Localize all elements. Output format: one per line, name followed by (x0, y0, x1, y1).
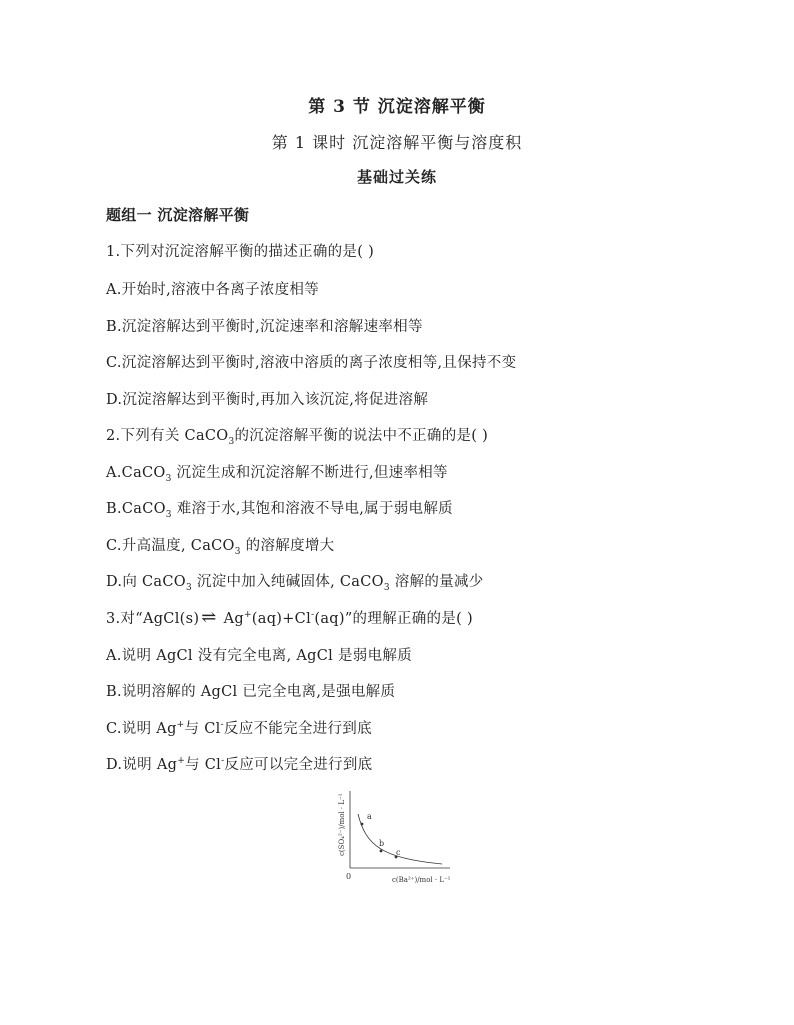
q1-option-a: A.开始时,溶液中各离子浓度相等 (106, 282, 319, 298)
q3-stem-mid2: (aq)+Cl (251, 611, 312, 627)
point-a-label: a (367, 812, 372, 821)
subscript: 3 (228, 436, 235, 447)
q2-b-pre: B.CaCO (106, 501, 166, 517)
q3-d-post: 反应可以完全进行到底 (224, 757, 373, 773)
q2-a-post: 沉淀生成和沉淀溶解不断进行,但速率相等 (171, 465, 448, 481)
superscript: + (243, 610, 252, 621)
q2-option-a (106, 461, 448, 484)
equilibrium-arrow: ⇌ (201, 607, 217, 628)
superscript: - (311, 610, 315, 621)
q2-c-pre: C.升高温度, CaCO (106, 538, 235, 554)
q3-option-b: B.说明溶解的 AgCl 已完全电离,是强电解质 (106, 684, 396, 700)
q2-d-post: 溶解的量减少 (389, 574, 484, 590)
origin-label: 0 (346, 872, 352, 881)
subscript: 3 (234, 546, 241, 557)
subscript: 3 (165, 509, 172, 520)
q3-stem-post: (aq)”的理解正确的是( ) (314, 611, 473, 627)
superscript: + (177, 756, 186, 767)
point-b-marker (380, 850, 383, 853)
q3-option-a: A.说明 AgCl 没有完全电离, AgCl 是弱电解质 (106, 648, 412, 664)
q2-stem (106, 424, 488, 447)
q3-option-d (106, 753, 372, 774)
point-c-label: c (396, 848, 401, 857)
q3-stem-mid1: Ag (218, 611, 244, 627)
q3-option-c (106, 717, 372, 738)
q2-stem-pre: 2.下列有关 CaCO (106, 428, 229, 444)
q2-b-post: 难溶于水,其饱和溶液不导电,属于弱电解质 (171, 501, 453, 517)
q2-a-pre: A.CaCO (106, 465, 166, 481)
solubility-curve-figure (332, 786, 462, 891)
q1-stem: 1.下列对沉淀溶解平衡的描述正确的是( ) (106, 244, 375, 260)
lesson-title: 第 1 课时 沉淀溶解平衡与溶度积 (271, 133, 523, 152)
superscript: - (221, 756, 225, 767)
q3-stem-pre: 3.对“AgCl(s) (106, 611, 200, 627)
point-a-marker (361, 823, 364, 826)
q2-stem-post: 的沉淀溶解平衡的说法中不正确的是( ) (234, 428, 489, 444)
subscript: 3 (165, 473, 172, 484)
q2-d-mid: 沉淀中加入纯碱固体, CaCO (191, 574, 384, 590)
q3-c-post: 反应不能完全进行到底 (223, 721, 372, 737)
group-title: 题组一 沉淀溶解平衡 (106, 206, 250, 224)
q3-c-mid: 与 Cl (184, 721, 221, 737)
subscript: 3 (185, 582, 192, 593)
q2-option-d (106, 570, 484, 593)
q2-option-c (106, 534, 334, 557)
q3-c-pre: C.说明 Ag (106, 721, 177, 737)
section-title: 第 3 节 沉淀溶解平衡 (308, 97, 486, 117)
superscript: - (220, 720, 224, 731)
q3-stem (106, 607, 473, 628)
exercise-heading: 基础过关练 (356, 168, 437, 186)
y-axis-label: c(SO₄²⁻)/mol · L⁻¹ (338, 793, 346, 856)
q3-d-pre: D.说明 Ag (106, 757, 178, 773)
q1-option-c: C.沉淀溶解达到平衡时,溶液中溶质的离子浓度相等,且保持不变 (106, 355, 517, 371)
point-b-label: b (379, 839, 385, 848)
q2-d-pre: D.向 CaCO (106, 574, 186, 590)
x-axis-label: c(Ba²⁺)/mol · L⁻¹ (392, 876, 451, 884)
q1-option-b: B.沉淀溶解达到平衡时,沉淀速率和溶解速率相等 (106, 319, 423, 335)
superscript: + (176, 720, 185, 731)
q2-c-post: 的溶解度增大 (240, 538, 335, 554)
subscript: 3 (383, 582, 390, 593)
q1-option-d: D.沉淀溶解达到平衡时,再加入该沉淀,将促进溶解 (106, 392, 429, 408)
q3-d-mid: 与 Cl (185, 757, 222, 773)
q2-option-b (106, 497, 453, 520)
